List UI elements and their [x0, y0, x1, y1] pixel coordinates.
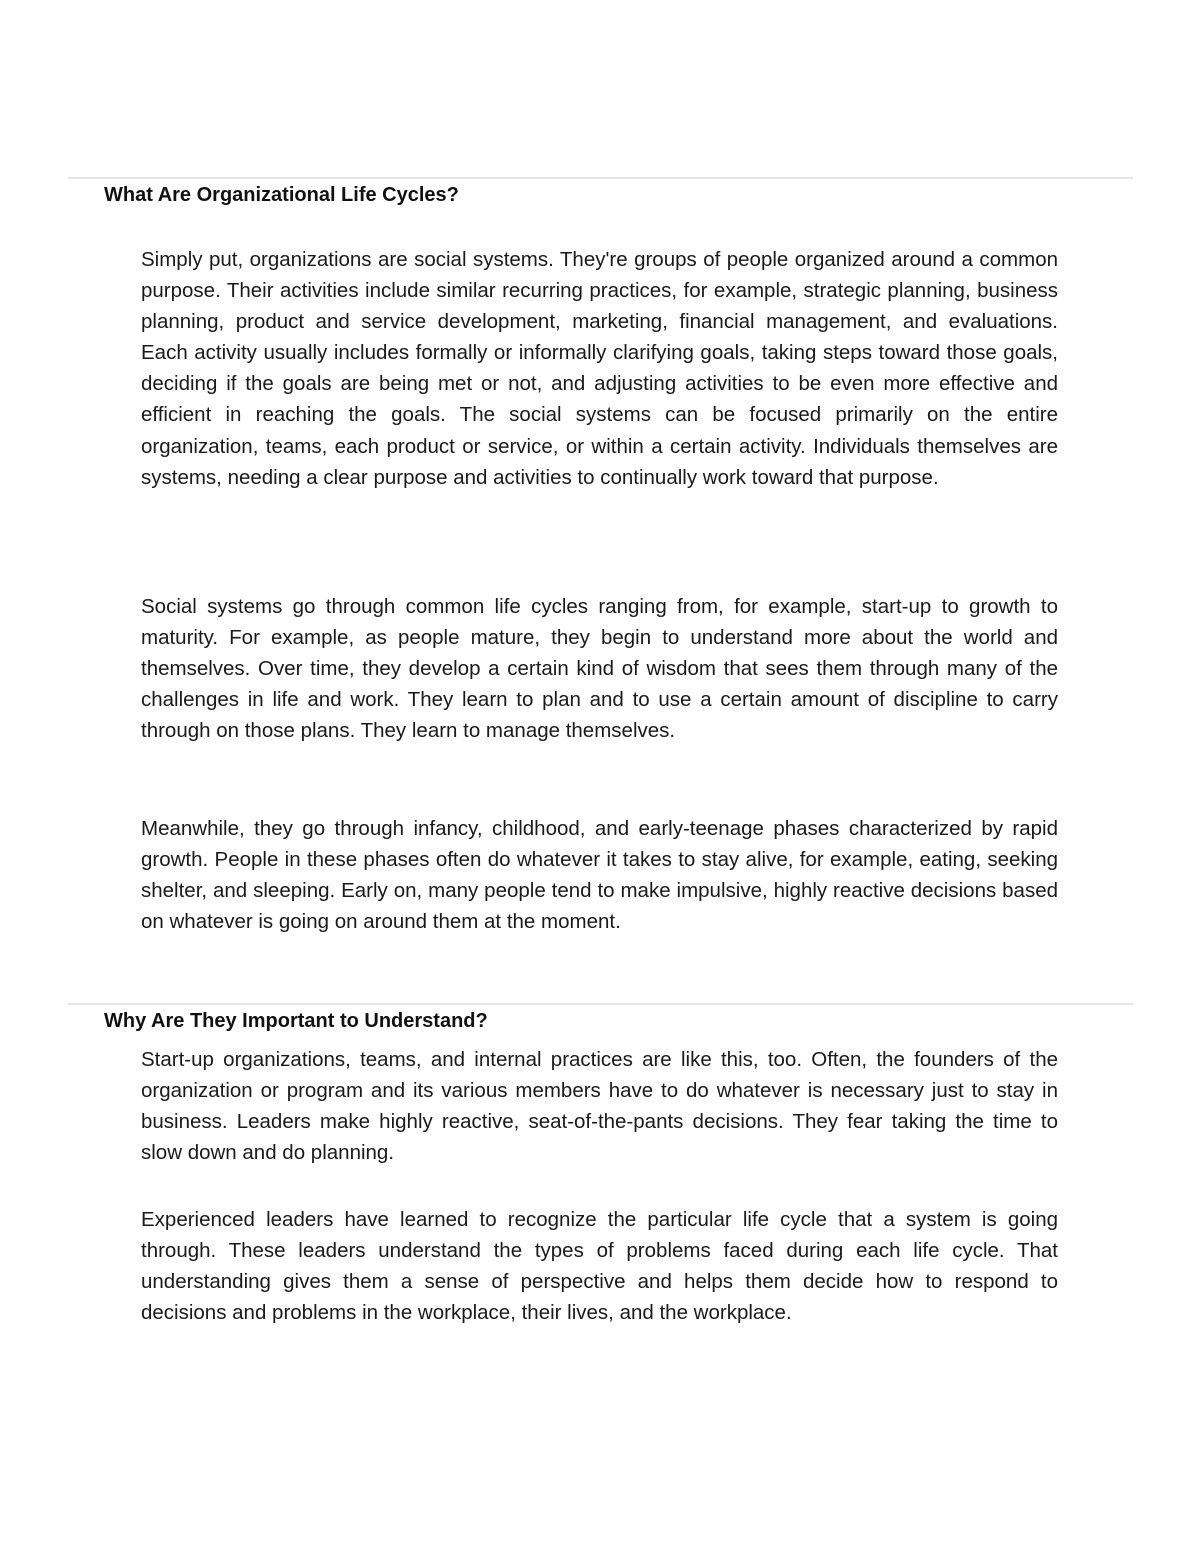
- paragraph-social-systems: Simply put, organizations are social systems. They're groups of people organized around a common purpose. Their activities include similar recurring practices, for example, strategic planning, business planning, product and service development, marketing, financial management, and evaluations. Each activity usually includes formally or informally clarifying goals, taking steps toward those goals, deciding if the goals are being met or not, and adjusting activities to be even more effective and efficient in reaching the goals. The social systems can be focused primarily on the entire organization, teams, each product or service, or within a certain activity. Individuals themselves are systems, needing a clear purpose and activities to continually work toward that purpose.: [141, 248, 1058, 489]
- section-divider-middle: [68, 1003, 1133, 1005]
- paragraph-common-life-cycles: Social systems go through common life cycles ranging from, for example, start-up to growth to maturity. For example, as people mature, they begin to understand more about the world and themselves. Over time, they develop a certain kind of wisdom that sees them through many of the challenges in life and work. They learn to plan and to use a certain amount of discipline to carry through on those plans. They learn to manage themselves.: [141, 595, 1058, 743]
- paragraph-startup-organizations: Start-up organizations, teams, and internal practices are like this, too. Often, the founders of the organization or program and its various members have to do whatever is necessary just to stay in business. Leaders make highly reactive, seat-of-the-pants decisions. They fear taking the time to slow down and do planning.: [141, 1048, 1058, 1165]
- paragraph-experienced-leaders: Experienced leaders have learned to recognize the particular life cycle that a system is going through. These leaders understand the types of problems faced during each life cycle. That understanding gives them a sense of perspective and helps them decide how to respond to decisions and problems in the workplace, their lives, and the workplace.: [141, 1208, 1058, 1325]
- paragraph-growth-phases: Meanwhile, they go through infancy, childhood, and early-teenage phases characterized by rapid growth. People in these phases often do whatever it takes to stay alive, for example, eating, seeking shelter, and sleeping. Early on, many people tend to make impulsive, highly reactive decisions based on whatever is going on around them at the moment.: [141, 817, 1058, 934]
- section-heading-importance: Why Are They Important to Understand?: [104, 1010, 488, 1032]
- section-heading-life-cycles: What Are Organizational Life Cycles?: [104, 184, 459, 206]
- section-divider-top: [68, 177, 1133, 179]
